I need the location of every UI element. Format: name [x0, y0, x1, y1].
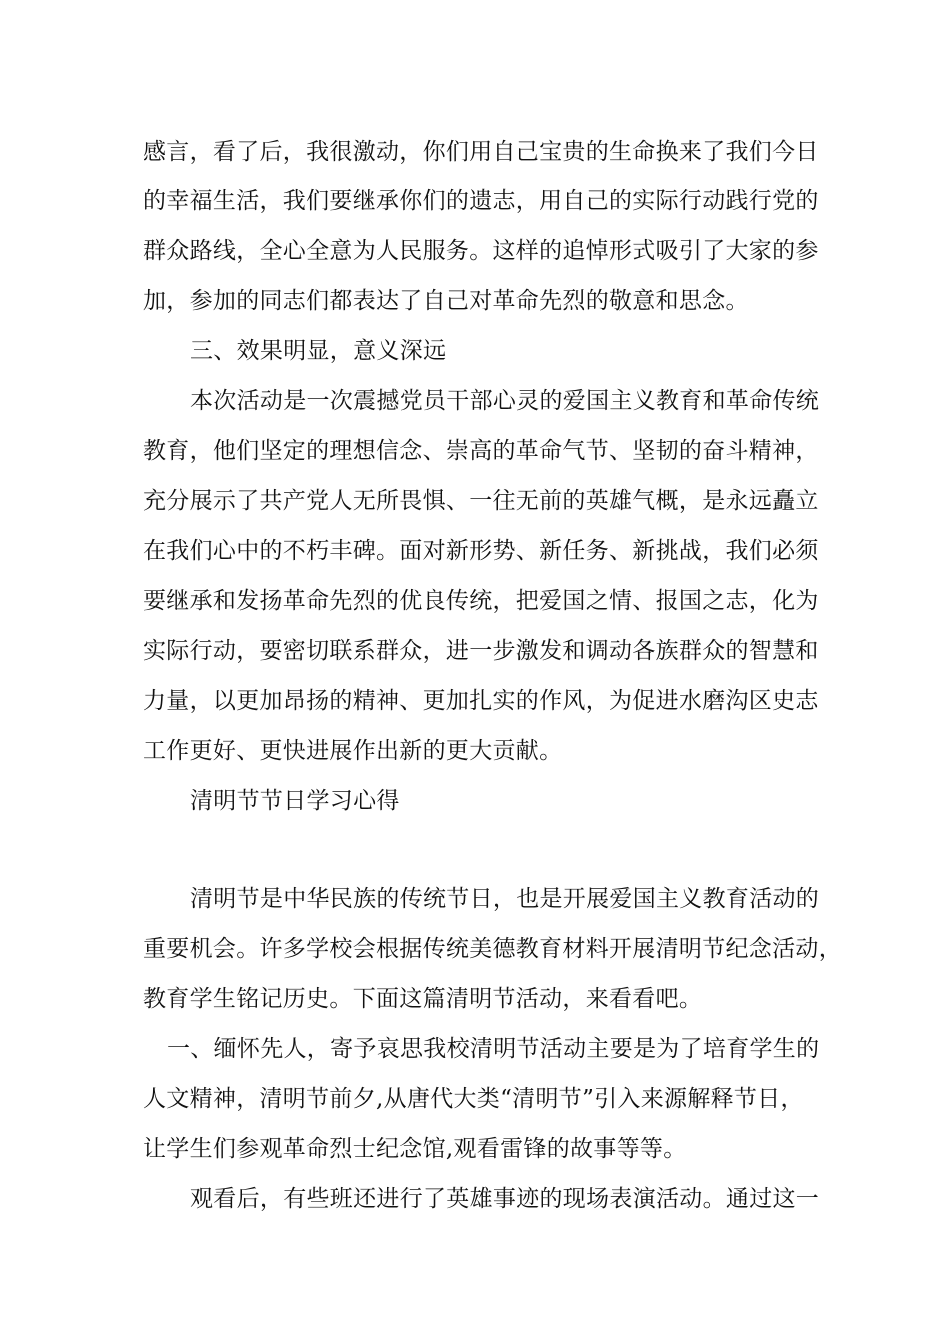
- paragraph-line: 力量，以更加昂扬的精神、更加扎实的作风，为促进水磨沟区史志: [143, 688, 819, 714]
- paragraph-line: 加，参加的同志们都表达了自己对革命先烈的敬意和思念。: [143, 288, 749, 314]
- paragraph-line: 充分展示了共产党人无所畏惧、一往无前的英雄气概，是永远矗立: [143, 488, 819, 514]
- paragraph-line: 观看后，有些班还进行了英雄事迹的现场表演活动。通过这一: [190, 1186, 820, 1212]
- paragraph-line: 教育学生铭记历史。下面这篇清明节活动，来看看吧。: [143, 986, 703, 1012]
- paragraph-line: 让学生们参观革命烈士纪念馆,观看雷锋的故事等等。: [143, 1136, 687, 1162]
- paragraph-line: 实际行动，要密切联系群众，进一步激发和调动各族群众的智慧和: [143, 638, 819, 664]
- paragraph-line: 群众路线，全心全意为人民服务。这样的追悼形式吸引了大家的参: [143, 238, 819, 264]
- paragraph-line: 教育，他们坚定的理想信念、崇高的革命气节、坚韧的奋斗精神，: [143, 438, 819, 464]
- section-heading: 一、缅怀先人，寄予哀思我校清明节活动主要是为了培育学生的: [167, 1036, 820, 1062]
- paragraph-line: 清明节是中华民族的传统节日，也是开展爱国主义教育活动的: [190, 886, 820, 912]
- paragraph-line: 人文精神，清明节前夕,从唐代大类“清明节”引入来源解释节日，: [143, 1086, 804, 1112]
- document-subtitle: 清明节节日学习心得: [190, 788, 400, 814]
- paragraph-line: 本次活动是一次震撼党员干部心灵的爱国主义教育和革命传统: [190, 388, 820, 414]
- paragraph-line: 要继承和发扬革命先烈的优良传统，把爱国之情、报国之志，化为: [143, 588, 819, 614]
- paragraph-line: 在我们心中的不朽丰碑。面对新形势、新任务、新挑战，我们必须: [143, 538, 819, 564]
- paragraph-line: 感言，看了后，我很激动，你们用自己宝贵的生命换来了我们今日: [143, 139, 819, 165]
- paragraph-line: 工作更好、更快进展作出新的更大贡献。: [143, 738, 563, 764]
- paragraph-line: 重要机会。许多学校会根据传统美德教育材料开展清明节纪念活动，: [143, 936, 842, 962]
- section-heading: 三、效果明显，意义深远: [190, 338, 447, 364]
- paragraph-line: 的幸福生活，我们要继承你们的遗志，用自己的实际行动践行党的: [143, 188, 819, 214]
